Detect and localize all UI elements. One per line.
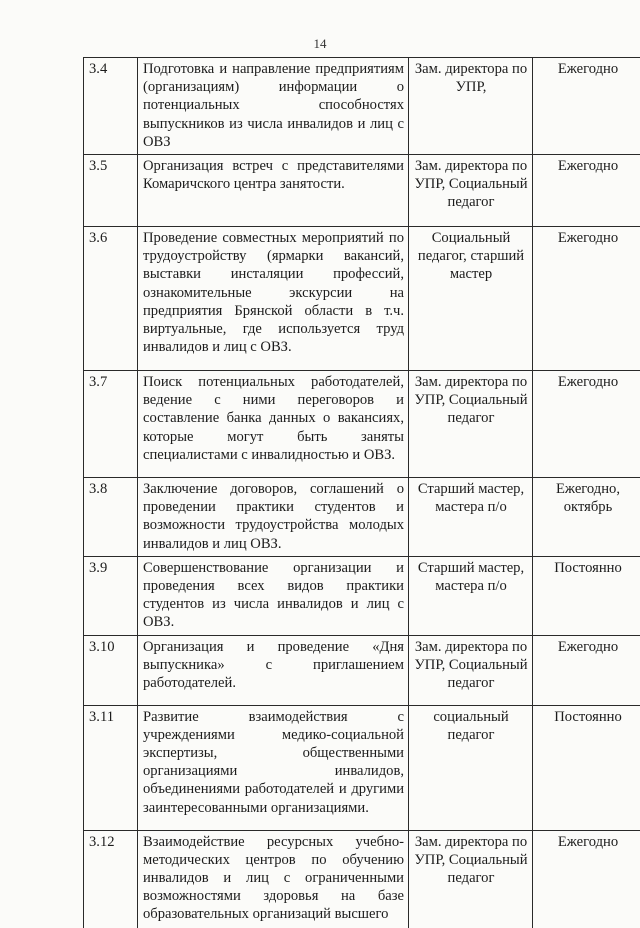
item-number: 3.7 bbox=[84, 371, 138, 478]
activity-cell: Организация встреч с представителями Комаричского центра занятости. bbox=[138, 155, 409, 227]
item-number: 3.8 bbox=[84, 478, 138, 557]
item-number: 3.11 bbox=[84, 705, 138, 830]
responsible-cell: Старший мастер, мастера п/о bbox=[409, 556, 533, 635]
item-number: 3.6 bbox=[84, 227, 138, 371]
responsible-cell: социальный педагог bbox=[409, 705, 533, 830]
activity-cell: Заключение договоров, соглашений о проведении практики студентов и возможности трудоустройства молодых инвалидов и лиц ОВЗ. bbox=[138, 478, 409, 557]
table-row bbox=[84, 705, 640, 830]
term-cell: Ежегодно, октябрь bbox=[533, 478, 640, 557]
activities-table bbox=[83, 57, 640, 928]
table-row bbox=[84, 830, 640, 928]
responsible-cell: Зам. директора по УПР, Социальный педагог bbox=[409, 830, 533, 928]
term-cell: Ежегодно bbox=[533, 371, 640, 478]
item-number: 3.9 bbox=[84, 556, 138, 635]
table-row bbox=[84, 371, 640, 478]
responsible-cell: Социальный педагог, старший мастер bbox=[409, 227, 533, 371]
term-cell: Ежегодно bbox=[533, 227, 640, 371]
table-row bbox=[84, 155, 640, 227]
term-cell: Ежегодно bbox=[533, 635, 640, 705]
table-row bbox=[84, 556, 640, 635]
activity-cell: Подготовка и направление предприятиям (организациям) информации о потенциальных способностях выпускников из числа инвалидов и лиц с ОВЗ bbox=[138, 58, 409, 155]
activity-cell: Развитие взаимодействия с учреждениями медико-социальной экспертизы, общественными организациями инвалидов, объединениями работодателей и другими заинтересованными организациями. bbox=[138, 705, 409, 830]
term-cell: Постоянно bbox=[533, 556, 640, 635]
item-number: 3.5 bbox=[84, 155, 138, 227]
activity-cell: Взаимодействие ресурсных учебно-методических центров по обучению инвалидов и лиц с ограниченными возможностями здоровья на базе образовательных организаций высшего bbox=[138, 830, 409, 928]
activity-cell: Совершенствование организации и проведения всех видов практики студентов из числа инвалидов и лиц с ОВЗ. bbox=[138, 556, 409, 635]
term-cell: Ежегодно bbox=[533, 58, 640, 155]
term-cell: Постоянно bbox=[533, 705, 640, 830]
activity-cell: Проведение совместных мероприятий по трудоустройству (ярмарки вакансий, выставки инсталяции профессий, ознакомительные экскурсии на предприятия Брянской области в т.ч. виртуальные, где используется труд инвалидов и лиц с ОВЗ. bbox=[138, 227, 409, 371]
table-row bbox=[84, 227, 640, 371]
responsible-cell: Зам. директора по УПР, Социальный педагог bbox=[409, 155, 533, 227]
item-number: 3.12 bbox=[84, 830, 138, 928]
table-row bbox=[84, 635, 640, 705]
item-number: 3.4 bbox=[84, 58, 138, 155]
responsible-cell: Старший мастер, мастера п/о bbox=[409, 478, 533, 557]
table-row bbox=[84, 478, 640, 557]
responsible-cell: Зам. директора по УПР, Социальный педагог bbox=[409, 635, 533, 705]
responsible-cell: Зам. директора по УПР, bbox=[409, 58, 533, 155]
responsible-cell: Зам. директора по УПР, Социальный педагог bbox=[409, 371, 533, 478]
page-number: 14 bbox=[0, 36, 640, 52]
table-row bbox=[84, 58, 640, 155]
activity-cell: Поиск потенциальных работодателей, ведение с ними переговоров и составление банка данных о вакансиях, которые могут быть заняты специалистами с инвалидностью и ОВЗ. bbox=[138, 371, 409, 478]
item-number: 3.10 bbox=[84, 635, 138, 705]
term-cell: Ежегодно bbox=[533, 830, 640, 928]
activity-cell: Организация и проведение «Дня выпускника» с приглашением работодателей. bbox=[138, 635, 409, 705]
term-cell: Ежегодно bbox=[533, 155, 640, 227]
